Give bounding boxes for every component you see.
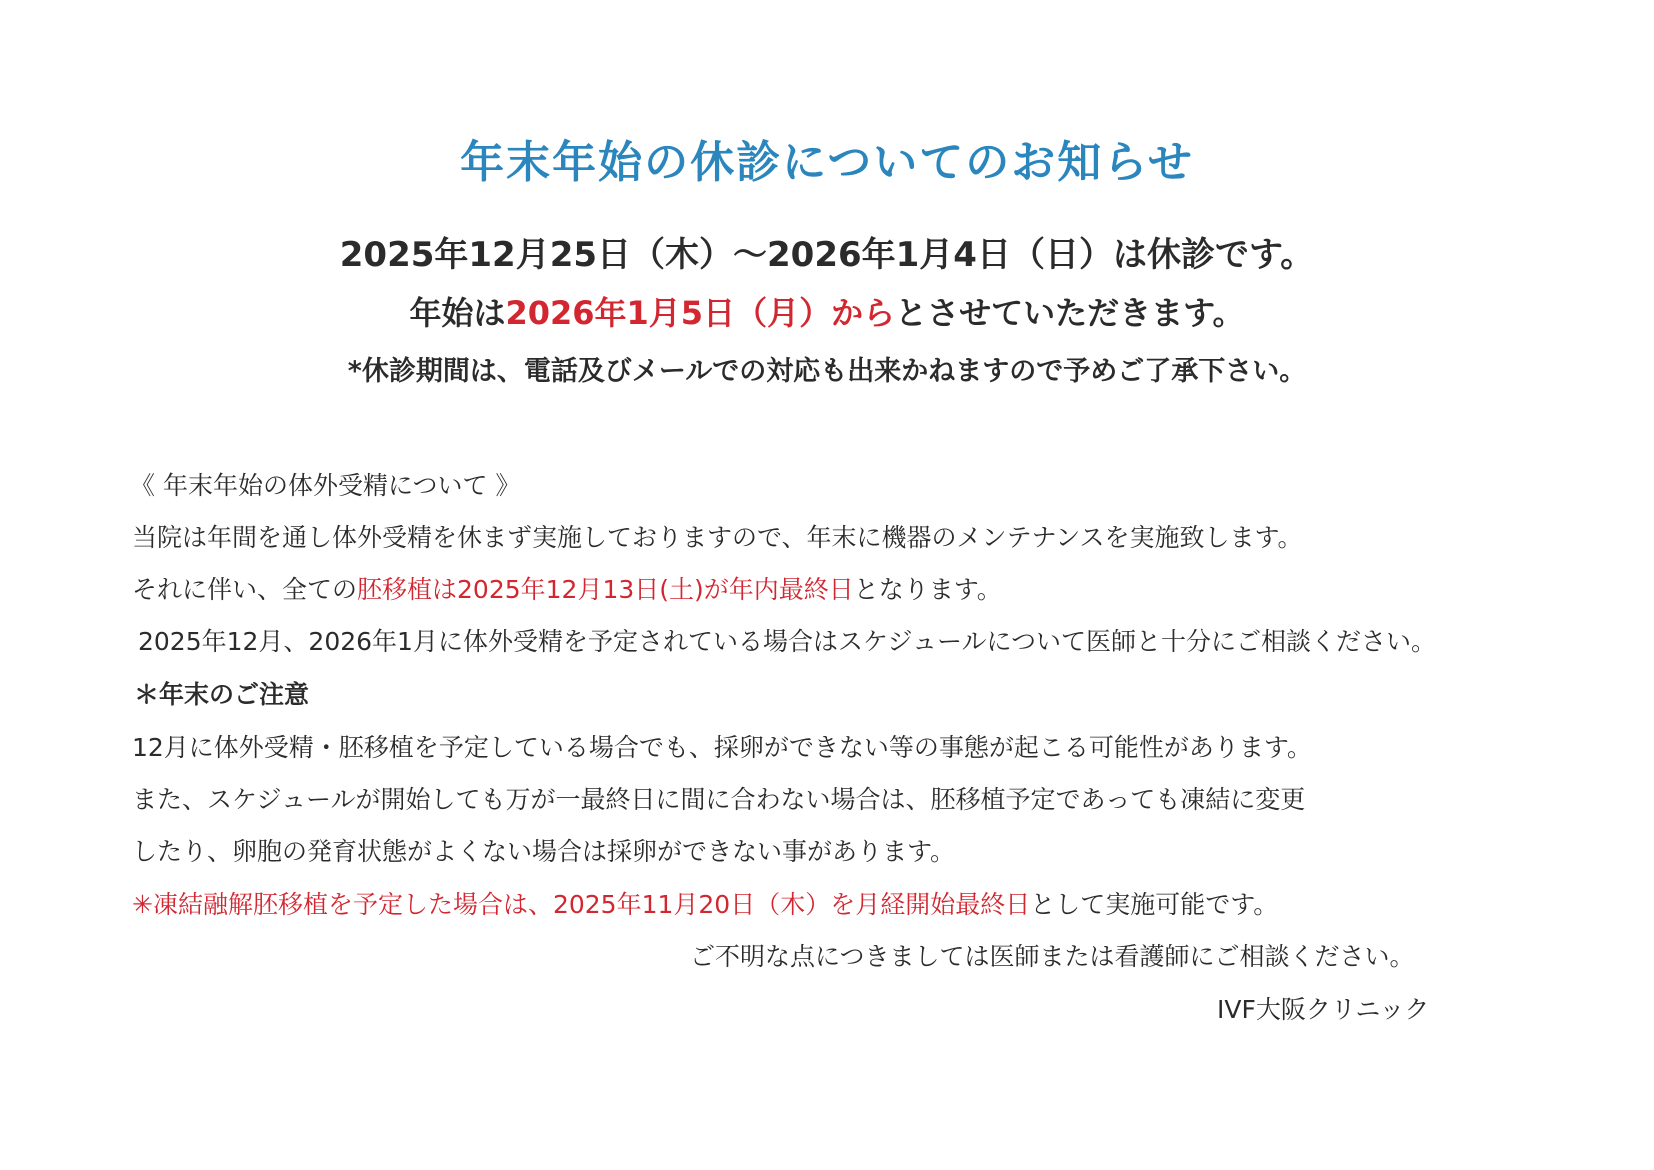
contact-line: ご不明な点につきましては医師または看護師にご相談ください。: [690, 942, 1415, 971]
frozen-transfer-line: [132, 885, 1278, 921]
caution-line-3: したり、卵胞の発育状態がよくない場合は採卵ができない事があります。: [132, 837, 956, 866]
clinic-signature: IVF大阪クリニック: [1217, 995, 1430, 1024]
resume-date-highlight: 2026年1月5日（月）から: [505, 294, 896, 332]
ivf-paragraph-consult: 2025年12月、2026年1月に体外受精を予定されている場合はスケジュールについて医師と十分にご相談ください。: [138, 627, 1436, 656]
ivf-section-heading: 《 年末年始の体外受精について 》: [130, 471, 521, 500]
closure-dates: 2025年12月25日（木）～2026年1月4日（日）は休診です。: [339, 235, 1315, 275]
transfer-deadline-highlight: 胚移植は2025年12月13日(土)が年内最終日: [357, 575, 854, 604]
ivf-paragraph-transfer-deadline: [132, 570, 1002, 606]
ivf-paragraph-maintenance: 当院は年間を通し体外受精を休まず実施しておりますので、年末に機器のメンテナンスを実施致します。: [132, 523, 1303, 552]
caution-line-2: また、スケジュールが開始しても万が一最終日に間に合わない場合は、胚移植予定であっても凍結に変更: [132, 785, 1306, 814]
frozen-transfer-suffix: として実施可能です。: [1030, 890, 1279, 919]
caution-heading: ＊年末のご注意: [134, 680, 310, 709]
transfer-prefix: それに伴い、全ての: [132, 575, 358, 604]
frozen-transfer-highlight: ✳凍結融解胚移植を予定した場合は、2025年11月20日（木）を月経開始最終日: [132, 890, 1031, 919]
resume-suffix: とさせていただきます。: [895, 294, 1245, 332]
notice-title: 年末年始の休診についてのお知らせ: [460, 137, 1194, 188]
caution-line-1: 12月に体外受精・胚移植を予定している場合でも、採卵ができない等の事態が起こる可能性があります。: [132, 733, 1312, 762]
resume-prefix: 年始は: [409, 294, 506, 332]
closure-note: *休診期間は、電話及びメールでの対応も出来かねますので予めご了承下さい。: [347, 356, 1307, 387]
transfer-suffix: となります。: [853, 575, 1002, 604]
resume-date-line: [0, 288, 1654, 334]
